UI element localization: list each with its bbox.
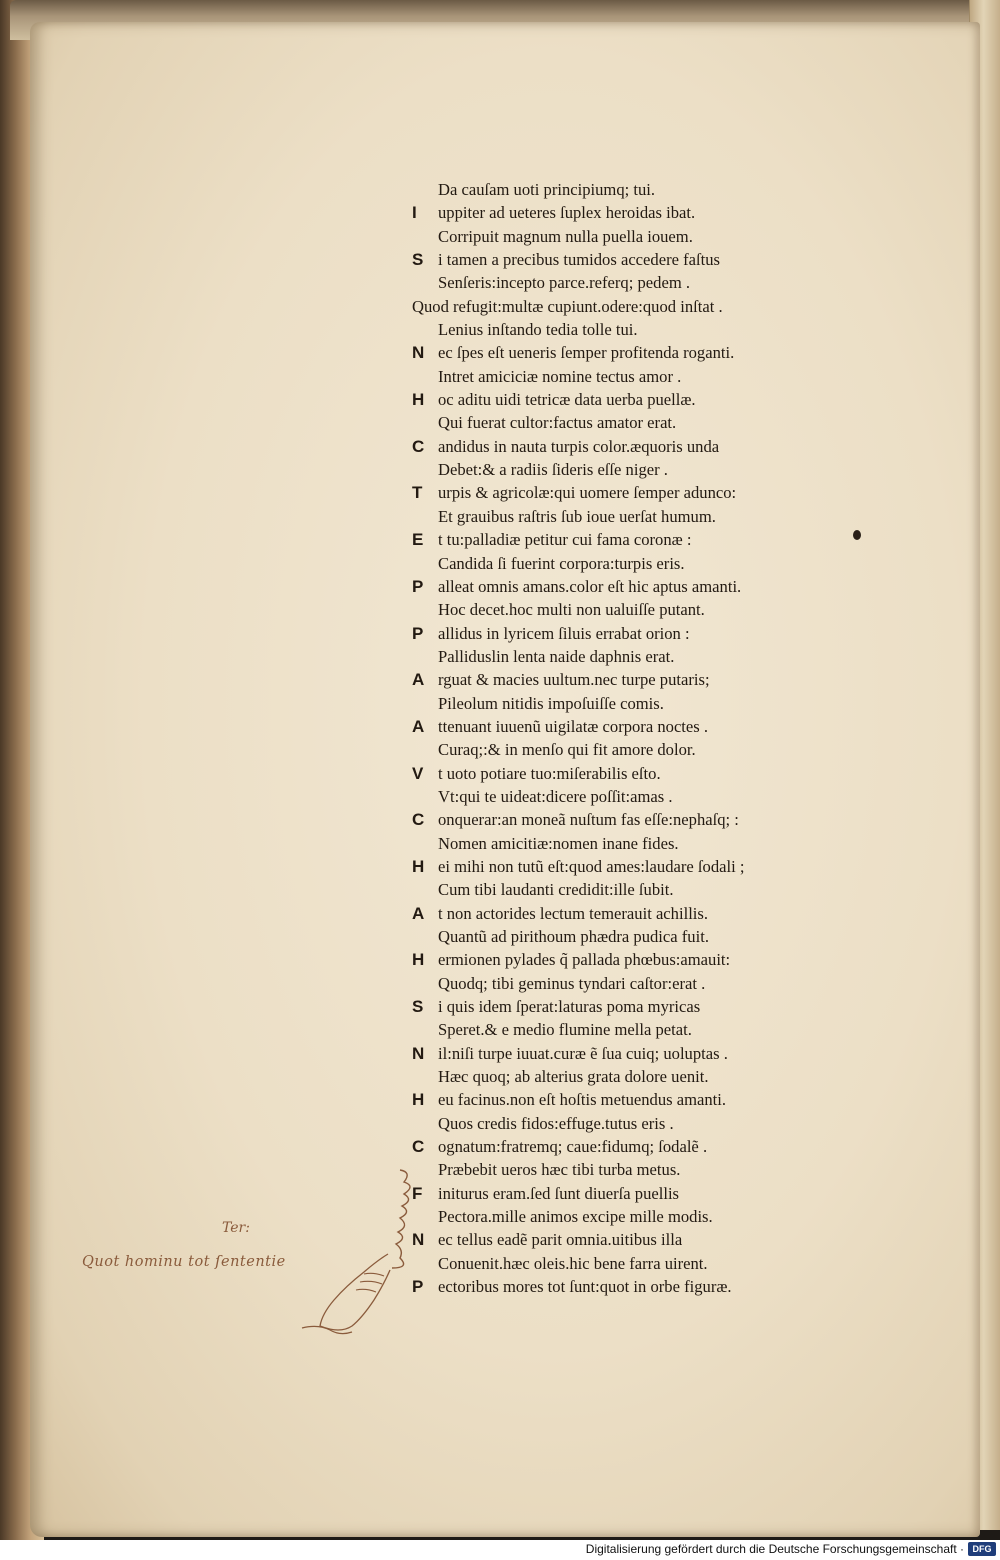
verse-line [410, 972, 850, 995]
marginal-note-ter: Ter: [222, 1220, 250, 1236]
verse-initial: F [412, 1183, 423, 1203]
footer-credit: Digitalisierung gefördert durch die Deutsche Forschungsgemeinschaft · [585, 1542, 964, 1556]
verse-initial: I [412, 203, 417, 223]
verse-line [410, 622, 850, 645]
verse-text: ognatum:fratremq; caue:fidumq; ſodalẽ . [438, 1137, 708, 1157]
verse-text: il:niſi turpe iuuat.curæ ẽ ſua cuiq; uoluptas . [438, 1043, 728, 1063]
verse-text: Lenius inſtando tedia tolle tui. [438, 320, 638, 340]
verse-line [410, 1182, 850, 1205]
verse-initial: C [412, 436, 425, 456]
verse-initial: H [412, 1090, 425, 1110]
verse-text: ermionen pylades q̃ pallada phœbus:amauit: [438, 950, 731, 970]
verse-initial: P [412, 576, 424, 596]
latin-verse-text [410, 178, 850, 1299]
verse-line [410, 1252, 850, 1275]
verse-line [410, 271, 850, 294]
verse-text: uppiter ad ueteres ſuplex heroidas ibat. [438, 203, 696, 223]
verse-line [410, 1042, 850, 1065]
verse-text: andidus in nauta turpis color.æquoris unda [438, 436, 720, 456]
verse-text: eu facinus.non eſt hoſtis metuendus amanti. [438, 1090, 727, 1110]
verse-initial: P [412, 1277, 424, 1297]
verse-line [410, 575, 850, 598]
verse-text: urpis & agricolæ:qui uomere ſemper adunco: [438, 483, 737, 503]
verse-line [410, 201, 850, 224]
verse-text: t uoto potiare tuo:miſerabilis eſto. [438, 763, 661, 783]
verse-line [410, 458, 850, 481]
manicule-icon [300, 1150, 430, 1350]
verse-text: t tu:palladiæ petitur cui fama coronæ : [438, 530, 692, 550]
verse-line [410, 645, 850, 668]
verse-line [410, 178, 850, 201]
verse-initial: H [412, 856, 425, 876]
verse-text: Curaq;:& in menſo qui fit amore dolor. [438, 740, 696, 760]
verse-line [410, 668, 850, 691]
verse-line [410, 1158, 850, 1181]
verse-text: Corripuit magnum nulla puella iouem. [438, 226, 693, 246]
verse-text: ei mihi non tutũ eſt:quod ames:laudare ſodali ; [438, 856, 745, 876]
verse-line [410, 552, 850, 575]
verse-text: initurus eram.ſed ſunt diuerſa puellis [438, 1183, 680, 1203]
verse-text: Quos credis fidos:effuge.tutus eris . [438, 1113, 674, 1133]
verse-line [410, 1275, 850, 1298]
verse-line [410, 318, 850, 341]
verse-line [410, 505, 850, 528]
verse-line [410, 902, 850, 925]
verse-initial: S [412, 997, 424, 1017]
verse-text: Speret.& e medio flumine mella petat. [438, 1020, 692, 1040]
verse-text: Vt:qui te uideat:dicere poſſit:amas . [438, 786, 673, 806]
verse-line [410, 1135, 850, 1158]
verse-initial: H [412, 950, 425, 970]
verse-initial: E [412, 530, 424, 550]
verse-text: allidus in lyricem ſiluis errabat orion : [438, 623, 690, 643]
verse-text: Debet:& a radiis ſideris eſſe niger . [438, 460, 668, 480]
verse-line [410, 878, 850, 901]
verse-initial: N [412, 343, 425, 363]
verse-line [410, 785, 850, 808]
verse-text: Candida ſi fuerint corpora:turpis eris. [438, 553, 685, 573]
verse-line [410, 295, 850, 318]
verse-text: ec tellus eadẽ parit omnia.uitibus illa [438, 1230, 683, 1250]
verse-text: Intret amiciciæ nomine tectus amor . [438, 366, 682, 386]
verse-line [410, 1112, 850, 1135]
verse-text: Conuenit.hæc oleis.hic bene farra uirent. [438, 1253, 708, 1273]
verse-text: Hæc quoq; ab alterius grata dolore uenit. [438, 1067, 709, 1087]
verse-text: Qui fuerat cultor:factus amator erat. [438, 413, 677, 433]
verse-text: Quod refugit:multæ cupiunt.odere:quod inſtat . [412, 296, 723, 316]
verse-line [410, 1088, 850, 1111]
verse-initial: T [412, 483, 423, 503]
verse-initial: A [412, 716, 425, 736]
verse-text: Senſeris:incepto parce.referq; pedem . [438, 273, 691, 293]
verse-text: ectoribus mores tot ſunt:quot in orbe figuræ. [438, 1277, 732, 1297]
verse-line [410, 411, 850, 434]
verse-line [410, 365, 850, 388]
verse-initial: A [412, 903, 425, 923]
verse-text: Quodq; tibi geminus tyndari caſtor:erat . [438, 973, 706, 993]
verse-line [410, 738, 850, 761]
verse-line [410, 248, 850, 271]
verse-line [410, 1205, 850, 1228]
verse-text: Pectora.mille animos excipe mille modis. [438, 1207, 713, 1227]
verse-initial: V [412, 763, 424, 783]
verse-line [410, 808, 850, 831]
verse-text: i quis idem ſperat:laturas poma myricas [438, 997, 701, 1017]
verse-line [410, 435, 850, 458]
verse-initial: A [412, 670, 425, 690]
verse-line [410, 1228, 850, 1251]
verse-line [410, 692, 850, 715]
verse-initial: H [412, 390, 425, 410]
verse-text: Da cauſam uoti principiumq; tui. [438, 180, 656, 199]
verse-text: Pileolum nitidis impoſuiſſe comis. [438, 693, 664, 713]
verse-text: Cum tibi laudanti credidit:ille ſubit. [438, 880, 674, 900]
ink-dot [853, 530, 861, 540]
verse-text: i tamen a precibus tumidos accedere faſtus [438, 250, 720, 270]
verse-text: alleat omnis amans.color eſt hic aptus amanti. [438, 576, 742, 596]
verse-line [410, 388, 850, 411]
verse-text: ec ſpes eſt ueneris ſemper profitenda roganti. [438, 343, 735, 363]
verse-line [410, 1018, 850, 1041]
verse-text: Hoc decet.hoc multi non ualuiſſe putant. [438, 600, 705, 620]
verse-text: Nomen amicitiæ:nomen inane fides. [438, 833, 679, 853]
verse-line [410, 715, 850, 738]
verse-initial: C [412, 1137, 425, 1157]
verse-line [410, 1065, 850, 1088]
verse-line [410, 598, 850, 621]
verse-text: ttenuant iuuenũ uigilatæ corpora noctes . [438, 716, 709, 736]
verse-initial: N [412, 1230, 425, 1250]
verse-text: Et grauibus raſtris ſub ioue uerſat humum. [438, 506, 716, 526]
verse-line [410, 995, 850, 1018]
verse-initial: N [412, 1043, 425, 1063]
verse-text: Quantũ ad pirithoum phædra pudica fuit. [438, 927, 709, 946]
verse-line [410, 925, 850, 948]
verse-line [410, 481, 850, 504]
verse-line [410, 762, 850, 785]
verse-line [410, 528, 850, 551]
verse-text: rguat & macies uultum.nec turpe putaris; [438, 670, 710, 690]
verse-text: onquerar:an moneã nuſtum fas eſſe:nephaſq; : [438, 810, 739, 830]
footer-bar [0, 1540, 1000, 1560]
verse-initial: C [412, 810, 425, 830]
verse-text: oc aditu uidi tetricæ data uerba puellæ. [438, 390, 696, 410]
verse-line [410, 855, 850, 878]
marginal-note: Quot hominu tot ſententie [82, 1254, 286, 1270]
verse-text: Palliduslin lenta naide daphnis erat. [438, 646, 675, 666]
verse-initial: P [412, 623, 424, 643]
verse-line [410, 225, 850, 248]
verse-line [410, 832, 850, 855]
verse-text: Præbebit ueros hæc tibi turba metus. [438, 1160, 681, 1180]
verse-text: t non actorides lectum temerauit achillis. [438, 903, 709, 923]
verse-initial: S [412, 250, 424, 270]
verse-line [410, 341, 850, 364]
dfg-logo: DFG [968, 1542, 996, 1556]
verse-line [410, 948, 850, 971]
